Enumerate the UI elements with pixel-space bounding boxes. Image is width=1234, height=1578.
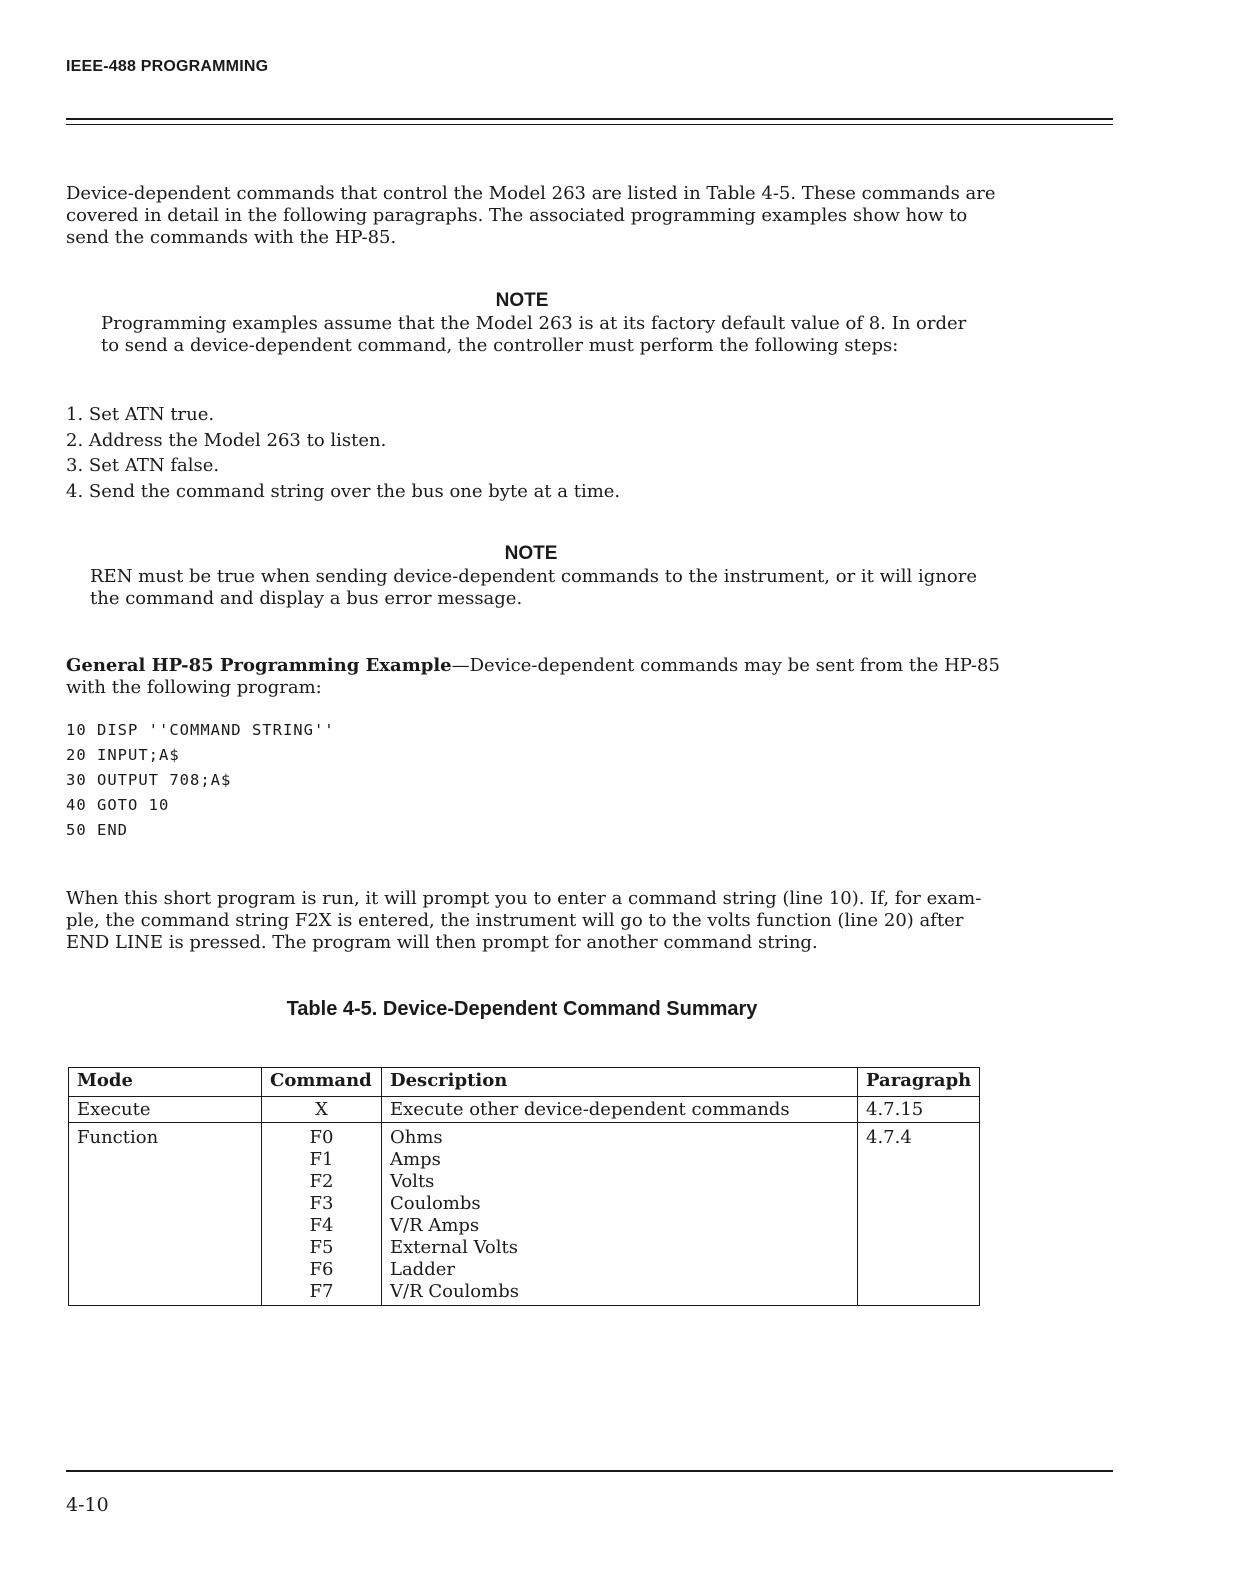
command-code: F1 xyxy=(309,1149,334,1170)
description-cell: Execute other device-dependent commands xyxy=(382,1097,858,1123)
note-2-text xyxy=(90,566,977,610)
description-item: Ohms xyxy=(390,1127,443,1148)
command-cell: X xyxy=(262,1097,382,1123)
command-summary-table xyxy=(68,1067,980,1306)
page-header-title: IEEE-488 PROGRAMMING xyxy=(66,58,269,75)
step-item: 4. Send the command string over the bus one byte at a time. xyxy=(66,480,621,502)
intro-line-3: send the commands with the HP-85. xyxy=(66,227,397,248)
note-1-heading: NOTE xyxy=(495,290,549,311)
code-line: 20 INPUT;A$ xyxy=(66,746,180,764)
note-2-line-1: REN must be true when sending device-dependent commands to the instrument, or it will ignore xyxy=(90,566,977,587)
note-1-line-2: to send a device-dependent command, the controller must perform the following steps: xyxy=(101,335,899,356)
command-code: F7 xyxy=(309,1281,334,1302)
command-code: F3 xyxy=(309,1193,334,1214)
column-header-mode: Mode xyxy=(69,1068,262,1097)
example-line-2: with the following program: xyxy=(66,677,322,698)
note-2-line-2: the command and display a bus error message. xyxy=(90,588,523,609)
page-number: 4-10 xyxy=(66,1494,109,1516)
step-item: 2. Address the Model 263 to listen. xyxy=(66,429,387,451)
mode-cell: Execute xyxy=(69,1097,262,1123)
note-2-heading: NOTE xyxy=(504,543,558,564)
note-1-line-1: Programming examples assume that the Model 263 is at its factory default value of 8. In order xyxy=(101,313,967,334)
paragraph-cell: 4.7.15 xyxy=(858,1097,980,1123)
column-header-paragraph: Paragraph xyxy=(858,1068,980,1097)
table-row xyxy=(69,1097,980,1123)
description-item: V/R Coulombs xyxy=(390,1281,519,1302)
after-line-2: ple, the command string F2X is entered, the instrument will go to the volts function (line 20) after xyxy=(66,910,964,931)
command-code: F0 xyxy=(309,1127,334,1148)
example-text: —Device-dependent commands may be sent from the HP-85 xyxy=(451,655,1000,676)
description-item: Coulombs xyxy=(390,1193,481,1214)
header-rule-thin xyxy=(66,124,1113,125)
command-code: F6 xyxy=(309,1259,334,1280)
column-header-description: Description xyxy=(382,1068,858,1097)
command-code: F2 xyxy=(309,1171,334,1192)
description-item: External Volts xyxy=(390,1237,518,1258)
after-paragraph xyxy=(66,888,981,954)
table-header-row xyxy=(69,1068,980,1097)
command-code: F5 xyxy=(309,1237,334,1258)
column-header-command: Command xyxy=(262,1068,382,1097)
command-code: F4 xyxy=(309,1215,334,1236)
command-cell xyxy=(262,1123,382,1306)
example-line-1 xyxy=(66,655,1000,677)
header-rule xyxy=(66,118,1113,120)
intro-line-2: covered in detail in the following paragraphs. The associated programming examples show how to xyxy=(66,205,968,226)
description-item: Amps xyxy=(390,1149,441,1170)
program-listing xyxy=(66,718,335,843)
note-1-text xyxy=(101,313,966,357)
code-line: 10 DISP ''COMMAND STRING'' xyxy=(66,721,335,739)
description-cell xyxy=(382,1123,858,1306)
step-item: 1. Set ATN true. xyxy=(66,404,215,425)
table-title: Table 4-5. Device-Dependent Command Summary xyxy=(286,998,758,1020)
table-row xyxy=(69,1123,980,1306)
intro-line-1: Device-dependent commands that control the Model 263 are listed in Table 4-5. These commands are xyxy=(66,183,996,204)
intro-paragraph xyxy=(66,183,996,249)
mode-cell: Function xyxy=(69,1123,262,1306)
example-paragraph xyxy=(66,655,1000,699)
steps-list xyxy=(66,402,620,504)
after-line-1: When this short program is run, it will prompt you to enter a command string (line 10). If, for exam- xyxy=(66,888,982,909)
example-heading: General HP-85 Programming Example xyxy=(66,655,452,676)
description-item: V/R Amps xyxy=(390,1215,480,1236)
after-line-3: END LINE is pressed. The program will then prompt for another command string. xyxy=(66,932,818,953)
code-line: 50 END xyxy=(66,821,128,839)
footer-rule xyxy=(66,1470,1113,1472)
code-line: 40 GOTO 10 xyxy=(66,796,170,814)
description-item: Ladder xyxy=(390,1259,455,1280)
paragraph-cell: 4.7.4 xyxy=(858,1123,980,1306)
code-line: 30 OUTPUT 708;A$ xyxy=(66,771,232,789)
description-item: Volts xyxy=(390,1171,435,1192)
step-item: 3. Set ATN false. xyxy=(66,455,220,476)
